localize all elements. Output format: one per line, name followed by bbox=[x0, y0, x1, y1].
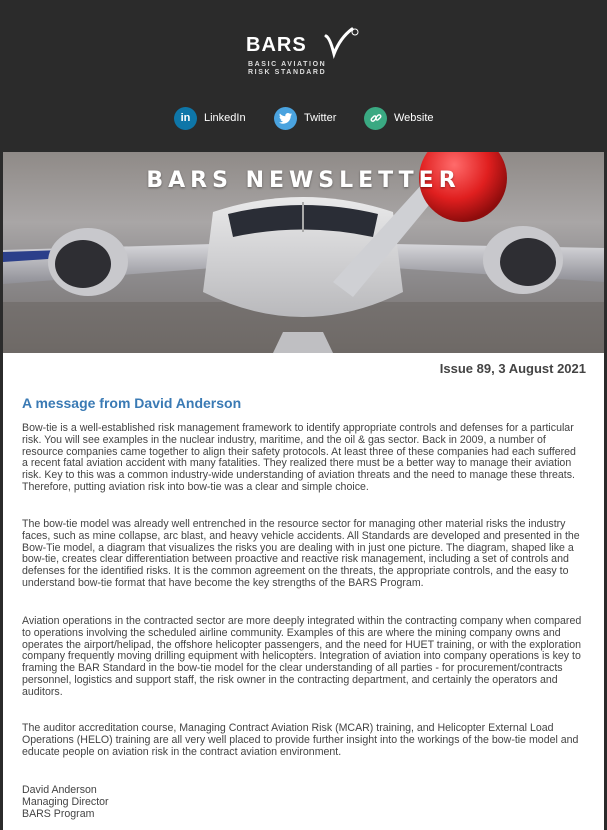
website-label: Website bbox=[394, 112, 434, 124]
signature-role: Managing Director bbox=[22, 795, 109, 808]
signature-name: David Anderson bbox=[22, 784, 97, 796]
twitter-label: Twitter bbox=[304, 112, 337, 124]
linkedin-label: LinkedIn bbox=[204, 112, 246, 124]
twitter-link[interactable] bbox=[274, 106, 336, 130]
hero-banner bbox=[3, 152, 604, 353]
bars-logo[interactable] bbox=[246, 28, 366, 78]
paragraph-2: The bow-tie model was already well entrenched in the resource sector for managing other material risks the industry faces, such as mine collapse, arc blast, and heavy vehicle accidents. All Standards are developed and presented in the Bow-Tie model, a diagram that visualizes the risks you are dealing with in just one picture. The diagram, shaped like a bow-tie, creates clear differentiation between proactive and reactive risk management, including a set of controls and defenses for the identified risks. It is the common agreement on the threats, the appropriate controls, and the easy to understand bow-tie format that have become the key strengths of the BARS Program. bbox=[22, 518, 580, 589]
linkedin-icon: in bbox=[174, 107, 197, 130]
logo-tagline: BASIC AVIATION RISK STANDARD bbox=[248, 61, 327, 76]
paragraph-3: Aviation operations in the contracted sector are more deeply integrated within the contracting company when compared to operations involving the scheduled airline community. Examples of this are where the mining company owns and operates the airport/helipad, the offshore helicopter passengers, and the need for HUET training, or with the exploration company frequently moving drilling equipment with helicopters. Integration of aviation into company operations is key to framing the BAR Standard in the bow-tie model for the clear understanding of all parties - for procurement/contracts personnel, logistics and support staff, the risk owner in the contracting department, and certainly the operators and auditors. bbox=[22, 615, 582, 698]
signature-org: BARS Program bbox=[22, 807, 95, 820]
twitter-icon bbox=[274, 107, 297, 130]
link-icon bbox=[364, 107, 387, 130]
checkmark-logo-icon bbox=[322, 26, 362, 60]
signature-block bbox=[22, 785, 109, 820]
newsletter-title: BARS NEWSLETTER bbox=[146, 168, 461, 193]
website-link[interactable] bbox=[364, 106, 434, 130]
newsletter-header bbox=[0, 0, 607, 152]
paragraph-4: The auditor accreditation course, Managing Contract Aviation Risk (MCAR) training, and Helicopter External Load Operations (HELO) training are all very well placed to provide further insight into the workings of the bow-tie model and educate people on aviation risk in the contract aviation environment. bbox=[22, 722, 579, 758]
newsletter-body bbox=[3, 353, 604, 830]
logo-wordmark: BARS bbox=[246, 34, 307, 56]
social-links bbox=[0, 106, 607, 130]
paragraph-1: Bow-tie is a well-established risk management framework to identify appropriate controls and defenses for a particular risk. You will see examples in the nuclear industry, maritime, and the oil & gas sector. Back in 2009, a number of resource companies came together to align their safety protocols. At least three of these companies had each suffered a recent fatal aviation accident with many fatalities. They realized there must be a better way to manage their aviation risk. Key to this was a common industry-wide understanding of aviation threats and the need to manage these threats. Therefore, putting aviation risk into bow-tie was a clear and simple choice. bbox=[22, 422, 576, 493]
linkedin-link[interactable] bbox=[174, 106, 246, 130]
message-title: A message from David Anderson bbox=[22, 395, 242, 411]
issue-info: Issue 89, 3 August 2021 bbox=[439, 361, 586, 376]
